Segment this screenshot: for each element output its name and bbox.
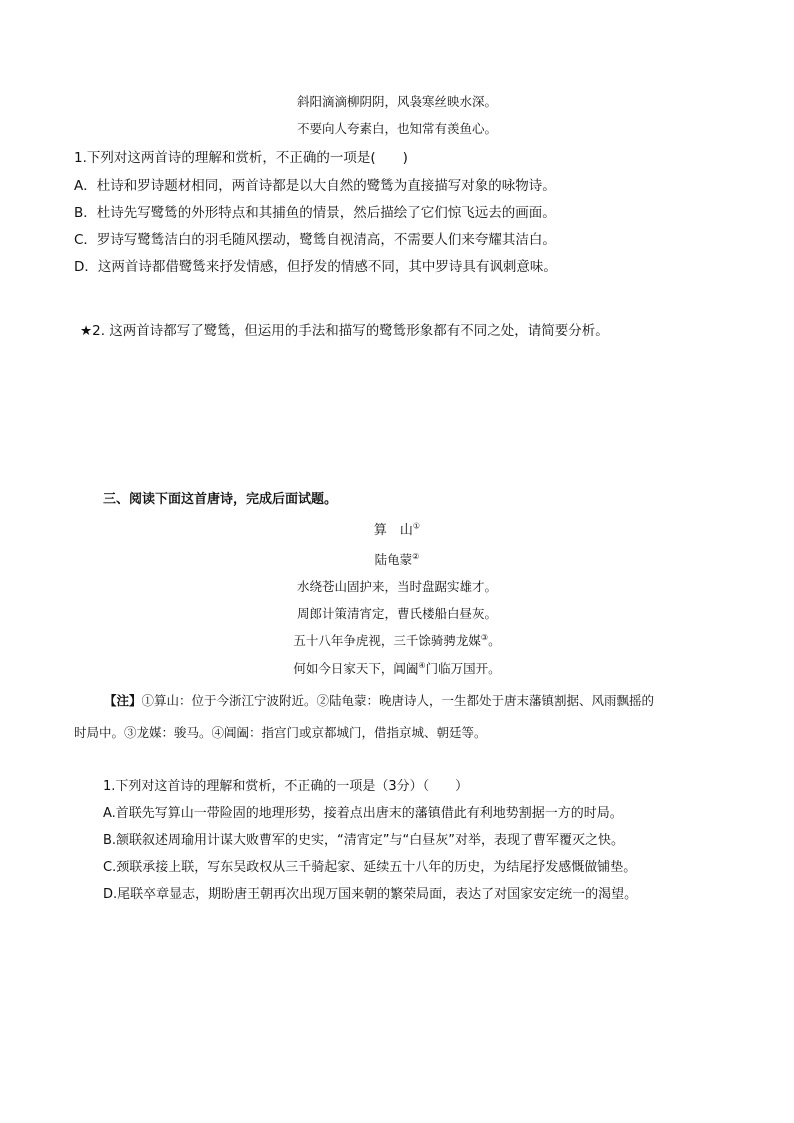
poem-line-3: 斜阳滴滴柳阴阴，风袅寒丝映水深。	[296, 94, 497, 109]
poem-line: 水绕苍山固护来，当时盘踞实雄才。	[296, 579, 497, 594]
footnote-marker: ④	[418, 660, 426, 670]
poem-line-text: 门临万国开。	[425, 661, 501, 676]
note-text: ①算山：位于今浙江宁波附近。②陆龟蒙：晚唐诗人，一生都处于唐末藩镇割据、风雨飘摇的	[141, 693, 655, 708]
poem-author-text: 陆龟蒙	[374, 552, 413, 567]
poem-line-end: 。	[488, 633, 501, 648]
poem-line: 周郎计策清宵定，曹氏楼船白昼灰。	[296, 606, 497, 621]
poem-line-text: 五十八年争虎视，三千馀骑骋龙媒	[293, 633, 481, 648]
footnote-marker: ③	[480, 632, 489, 642]
poem-title	[0, 519, 794, 538]
question-stem: 1.下列对这首诗的理解和赏析，不正确的一项是（3分）（ ）	[103, 779, 469, 794]
option-d: D.尾联卒章显志，期盼唐王朝再次出现万国来朝的繁荣局面，表达了对国家安定统一的渴望。	[103, 887, 638, 902]
option-b: B．杜诗先写鹭鸶的外形特点和其捕鱼的情景，然后描绘了它们惊飞远去的画面。	[74, 205, 556, 221]
poem-line-4: 不要向人夸素白，也知常有羡鱼心。	[296, 121, 497, 136]
poem-line	[0, 631, 794, 649]
poem-author	[0, 550, 794, 568]
option-c: C.颈联承接上联，写东吴政权从三千骑起家、延续五十八年的历史，为结尾抒发感慨做铺垫。	[103, 860, 637, 875]
question-stem: 1.下列对这两首诗的理解和赏析，不正确的一项是( )	[74, 150, 408, 166]
footnote-marker: ①	[412, 521, 421, 531]
note-label: 【注】	[104, 693, 142, 708]
poem-title-text: 算 山	[373, 523, 413, 538]
option-a: A．杜诗和罗诗题材相同，两首诗都是以大自然的鹭鸶为直接描写对象的咏物诗。	[74, 178, 556, 194]
option-b: B.颔联叙述周瑜用计谋大败曹军的史实，“清宵定”与“白昼灰”对举，表现了曹军覆灭之快。	[103, 833, 624, 848]
poem-line-text: 何如今日家天下，阊阖	[293, 661, 419, 676]
section-heading: 三、阅读下面这首唐诗，完成后面试题。	[103, 492, 338, 507]
footnote-marker: ②	[412, 551, 420, 561]
option-d: D．这两首诗都借鹭鸶来抒发情感，但抒发的情感不同，其中罗诗具有讽刺意味。	[74, 259, 557, 275]
option-a: A.首联先写算山一带险固的地理形势，接着点出唐末的藩镇借此有利地势割据一方的时局。	[103, 806, 623, 821]
question-2: ★2. 这两首诗都写了鹭鸶，但运用的手法和描写的鹭鸶形象都有不同之处，请简要分析。	[80, 323, 609, 339]
footnote-line-2: 时局中。③龙媒：骏马。④阊阖：指宫门或京都城门，借指京城、朝廷等。	[74, 725, 487, 740]
poem-line	[0, 659, 794, 677]
footnote-block	[104, 691, 724, 709]
option-c: C．罗诗写鹭鸶洁白的羽毛随风摆动，鹭鸶自视清高，不需要人们来夸耀其洁白。	[74, 232, 556, 248]
